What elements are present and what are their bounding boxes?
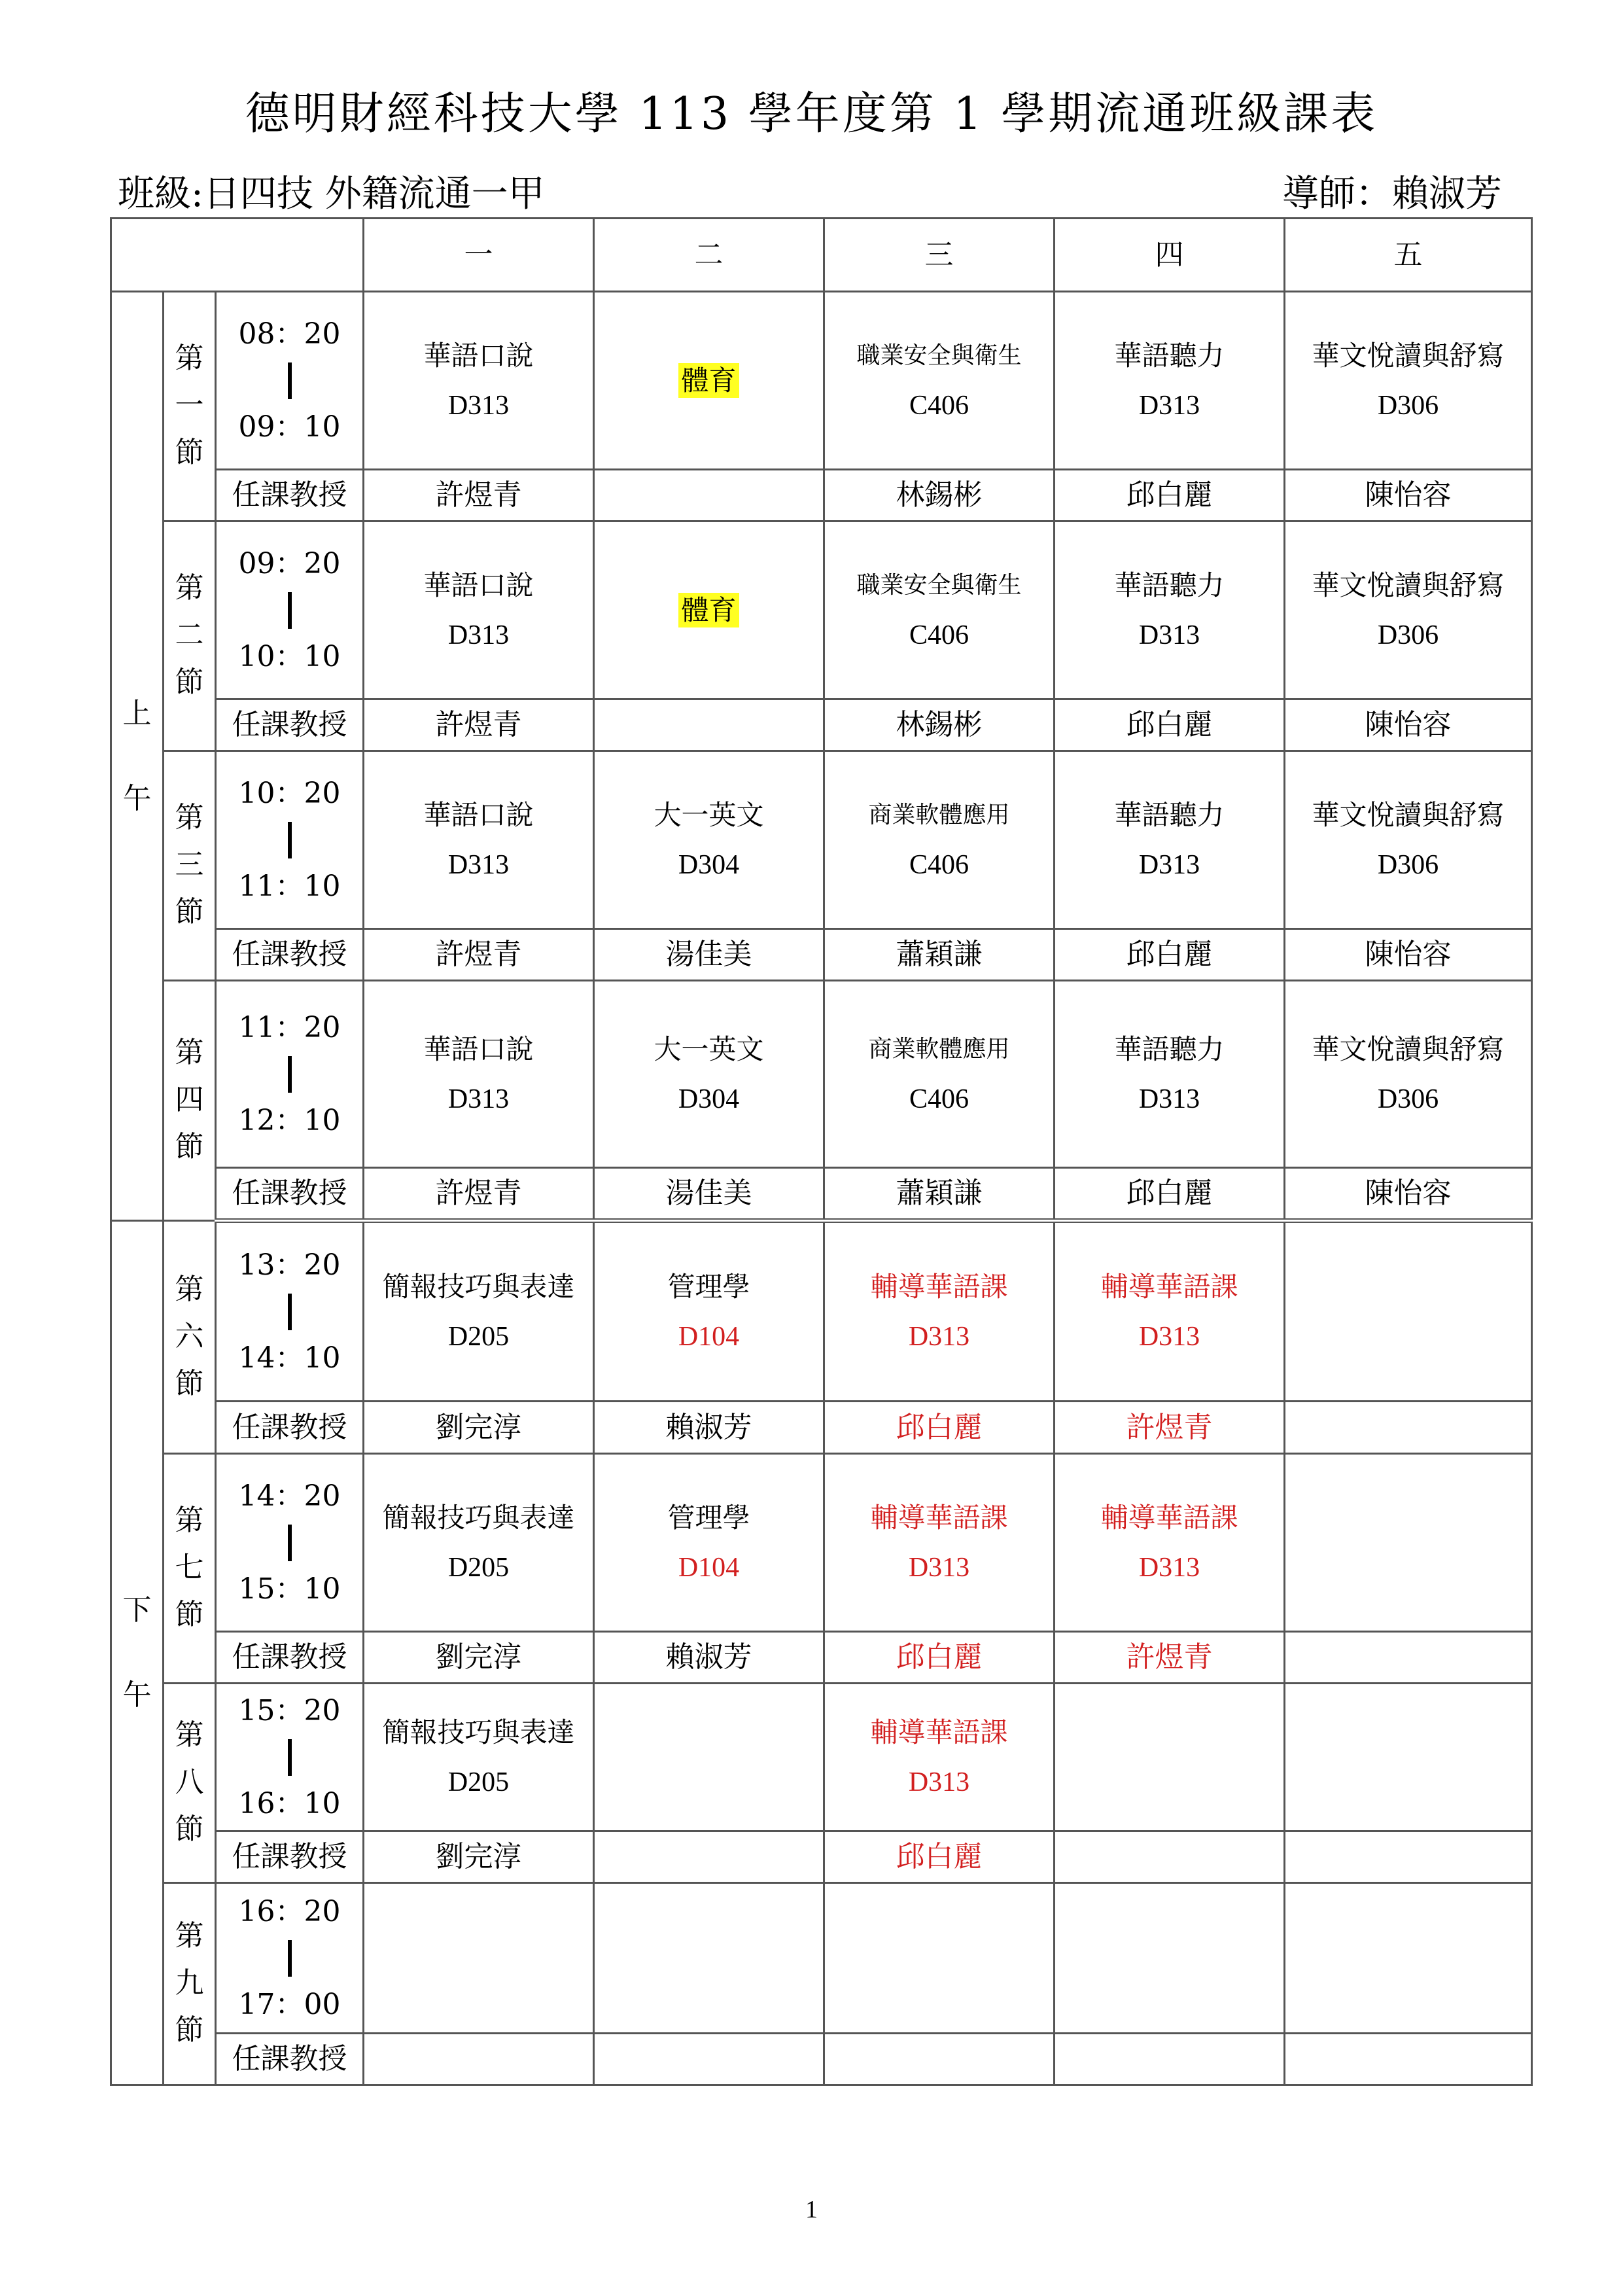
header-row [111, 219, 1532, 292]
course-name: 商業軟體應用 [868, 1035, 1010, 1063]
teacher-name: 蕭穎謙 [824, 1168, 1055, 1221]
period-label: 第二節 [175, 571, 204, 699]
page-number: 1 [805, 2196, 818, 2223]
course-name: 職業安全與衛生 [856, 571, 1022, 599]
teacher-row [111, 1831, 1532, 1883]
room-code: D313 [1138, 620, 1200, 650]
teacher-label: 任課教授 [216, 929, 364, 981]
room-code: D306 [1377, 390, 1439, 421]
teacher-name: 林錫彬 [824, 699, 1055, 751]
teacher-name [824, 2034, 1055, 2085]
period-label: 第三節 [175, 801, 204, 928]
schedule-table [110, 217, 1533, 2086]
course-cell [364, 292, 594, 470]
teacher-name [1055, 2034, 1285, 2085]
period-row [111, 1883, 1532, 2034]
teacher-name: 陳怡容 [1285, 699, 1532, 751]
room-code: D205 [447, 1321, 510, 1352]
period-time-cell [216, 1221, 364, 1402]
room-code: D313 [1138, 1321, 1200, 1352]
teacher-name: 劉完淳 [364, 1402, 594, 1454]
room-code: D306 [1377, 1084, 1439, 1114]
teacher-name [1285, 1402, 1532, 1454]
room-code: D306 [1377, 849, 1439, 880]
course-cell [824, 751, 1055, 929]
course-name: 華文悅讀與舒寫 [1312, 339, 1505, 372]
course-name: 華語口說 [423, 339, 534, 372]
course-name: 輔導華語課 [870, 1501, 1008, 1534]
period-end-time: 14：10 [238, 1341, 341, 1375]
teacher-name: 邱白麗 [1055, 699, 1285, 751]
course-cell [594, 292, 824, 470]
room-code: D313 [447, 620, 510, 650]
teacher-name [594, 1831, 824, 1883]
period-row [111, 1684, 1532, 1831]
teacher-row [111, 2034, 1532, 2085]
time-range-bar [288, 1056, 292, 1093]
period-label-cell [164, 981, 216, 1221]
teacher-name [1055, 1831, 1285, 1883]
course-name: 華語口說 [423, 569, 534, 601]
course-cell [364, 1684, 594, 1831]
course-cell [1285, 1684, 1532, 1831]
course-name: 華語口說 [423, 798, 534, 831]
course-cell [594, 1221, 824, 1402]
schedule-body [111, 219, 1532, 2085]
course-cell [1055, 751, 1285, 929]
teacher-name: 許煜青 [364, 1168, 594, 1221]
teacher-name: 許煜青 [364, 929, 594, 981]
course-name: 職業安全與衛生 [856, 342, 1022, 369]
course-name: 輔導華語課 [870, 1270, 1008, 1303]
room-code: D313 [1138, 390, 1200, 421]
teacher-name [364, 2034, 594, 2085]
half-day-label: 下午 [122, 1593, 152, 1712]
period-label-cell [164, 1684, 216, 1883]
teacher-name: 邱白麗 [824, 1402, 1055, 1454]
period-start-time: 15：20 [238, 1693, 341, 1727]
course-cell [594, 1454, 824, 1632]
teacher-name: 許煜青 [364, 470, 594, 521]
room-code: D104 [678, 1552, 740, 1583]
tutor-info: 導師：賴淑芳 [1282, 173, 1502, 215]
period-label: 第四節 [175, 1036, 204, 1163]
period-time-cell [216, 1883, 364, 2034]
course-name: 簡報技巧與表達 [382, 1501, 575, 1534]
course-cell [1285, 1221, 1532, 1402]
course-cell [1285, 981, 1532, 1168]
course-name: 華語聽力 [1114, 569, 1225, 601]
course-cell [824, 1454, 1055, 1632]
room-code: D205 [447, 1552, 510, 1583]
course-name: 管理學 [667, 1270, 750, 1303]
time-range-bar [288, 1294, 292, 1330]
course-cell [364, 1221, 594, 1402]
course-cell [364, 1454, 594, 1632]
course-name: 輔導華語課 [1100, 1270, 1238, 1303]
teacher-name: 陳怡容 [1285, 470, 1532, 521]
teacher-name: 湯佳美 [594, 1168, 824, 1221]
period-row [111, 751, 1532, 929]
day-header: 五 [1285, 219, 1532, 292]
course-cell [594, 981, 824, 1168]
course-cell [594, 521, 824, 699]
period-label-cell [164, 292, 216, 521]
teacher-name [1285, 1831, 1532, 1883]
period-label-cell [164, 1454, 216, 1684]
course-name: 輔導華語課 [1100, 1501, 1238, 1534]
course-name: 華語聽力 [1114, 798, 1225, 831]
teacher-name: 許煜青 [364, 699, 594, 751]
period-row [111, 521, 1532, 699]
period-row [111, 981, 1532, 1168]
room-code: C406 [909, 1084, 969, 1114]
teacher-name: 邱白麗 [824, 1831, 1055, 1883]
room-code: D104 [678, 1321, 740, 1352]
period-time-cell [216, 292, 364, 470]
course-cell [594, 751, 824, 929]
period-time-cell [216, 521, 364, 699]
teacher-label: 任課教授 [216, 470, 364, 521]
teacher-name: 劉完淳 [364, 1831, 594, 1883]
half-day-cell [111, 1221, 164, 2085]
page-title: 德明財經科技大學 113 學年度第 1 學期流通班級課表 [245, 88, 1378, 140]
period-row [111, 1221, 1532, 1402]
course-cell [1285, 1883, 1532, 2034]
teacher-label: 任課教授 [216, 1632, 364, 1684]
course-cell [824, 521, 1055, 699]
room-code: D313 [447, 390, 510, 421]
course-name: 華文悅讀與舒寫 [1312, 1033, 1505, 1065]
room-code: D313 [1138, 849, 1200, 880]
period-start-time: 13：20 [238, 1248, 341, 1282]
day-header: 三 [824, 219, 1055, 292]
teacher-row [111, 929, 1532, 981]
room-code: D304 [678, 1084, 740, 1114]
period-row [111, 1454, 1532, 1632]
room-code: D313 [1138, 1552, 1200, 1583]
course-cell [1285, 1454, 1532, 1632]
period-end-time: 10：10 [238, 639, 341, 673]
room-code: D306 [1377, 620, 1439, 650]
period-label: 第八節 [175, 1718, 204, 1846]
period-start-time: 08：20 [238, 317, 341, 351]
teacher-name: 邱白麗 [1055, 470, 1285, 521]
teacher-label: 任課教授 [216, 1831, 364, 1883]
period-time-cell [216, 1454, 364, 1632]
teacher-name: 許煜青 [1055, 1632, 1285, 1684]
time-range-bar [288, 1940, 292, 1977]
period-start-time: 09：20 [238, 546, 341, 580]
period-label: 第一節 [175, 342, 204, 469]
course-name: 華語聽力 [1114, 1033, 1225, 1065]
period-label-cell [164, 1221, 216, 1454]
half-day-label: 上午 [122, 696, 152, 815]
time-range-bar [288, 1525, 292, 1561]
course-cell [1285, 292, 1532, 470]
day-header: 一 [364, 219, 594, 292]
teacher-label: 任課教授 [216, 1168, 364, 1221]
period-end-time: 12：10 [238, 1103, 341, 1137]
day-header: 二 [594, 219, 824, 292]
period-time-cell [216, 1684, 364, 1831]
course-name: 華文悅讀與舒寫 [1312, 569, 1505, 601]
teacher-name [594, 470, 824, 521]
day-header: 四 [1055, 219, 1285, 292]
course-name [595, 586, 823, 635]
teacher-name: 邱白麗 [1055, 929, 1285, 981]
period-label: 第九節 [175, 1919, 204, 2047]
teacher-name: 劉完淳 [364, 1632, 594, 1684]
teacher-name: 邱白麗 [824, 1632, 1055, 1684]
teacher-label: 任課教授 [216, 699, 364, 751]
course-cell [364, 1883, 594, 2034]
course-name: 華語口說 [423, 1033, 534, 1065]
course-cell [1055, 1221, 1285, 1402]
room-code: D205 [447, 1767, 510, 1797]
room-code: D313 [908, 1767, 970, 1797]
teacher-name: 許煜青 [1055, 1402, 1285, 1454]
course-cell [824, 1684, 1055, 1831]
course-cell [1055, 292, 1285, 470]
corner-cell [111, 219, 364, 292]
teacher-row [111, 1402, 1532, 1454]
teacher-name: 蕭穎謙 [824, 929, 1055, 981]
teacher-name [1285, 2034, 1532, 2085]
course-cell [364, 751, 594, 929]
period-label: 第七節 [175, 1504, 204, 1631]
period-time-cell [216, 981, 364, 1168]
teacher-name: 賴淑芳 [594, 1632, 824, 1684]
course-cell [1285, 521, 1532, 699]
room-code: D313 [447, 1084, 510, 1114]
period-start-time: 10：20 [238, 776, 341, 810]
course-cell [1055, 1883, 1285, 2034]
course-name: 簡報技巧與表達 [382, 1270, 575, 1303]
period-label-cell [164, 751, 216, 981]
course-cell [1055, 981, 1285, 1168]
teacher-name: 陳怡容 [1285, 929, 1532, 981]
course-name: 華文悅讀與舒寫 [1312, 798, 1505, 831]
period-label-cell [164, 521, 216, 751]
course-cell [594, 1883, 824, 2034]
teacher-label: 任課教授 [216, 2034, 364, 2085]
time-range-bar [288, 592, 292, 629]
course-cell [364, 981, 594, 1168]
period-time-cell [216, 751, 364, 929]
teacher-name [1285, 1632, 1532, 1684]
period-label: 第六節 [175, 1272, 204, 1400]
course-cell [824, 1221, 1055, 1402]
course-name: 商業軟體應用 [868, 801, 1010, 828]
time-range-bar [288, 362, 292, 399]
period-label-cell [164, 1883, 216, 2085]
period-end-time: 16：10 [238, 1786, 341, 1820]
period-start-time: 16：20 [238, 1894, 341, 1928]
time-range-bar [288, 1739, 292, 1776]
teacher-name [594, 699, 824, 751]
period-start-time: 14：20 [238, 1479, 341, 1513]
room-code: D313 [447, 849, 510, 880]
course-name-highlight: 體育 [678, 363, 739, 398]
course-cell [824, 981, 1055, 1168]
course-cell [824, 1883, 1055, 2034]
course-name: 大一英文 [654, 798, 764, 831]
course-name [595, 356, 823, 406]
teacher-row [111, 699, 1532, 751]
half-day-cell [111, 292, 164, 1221]
room-code: C406 [909, 849, 969, 880]
teacher-name: 陳怡容 [1285, 1168, 1532, 1221]
teacher-name [594, 2034, 824, 2085]
room-code: D313 [1138, 1084, 1200, 1114]
course-name-highlight: 體育 [678, 593, 739, 627]
period-start-time: 11：20 [238, 1010, 341, 1044]
teacher-name: 邱白麗 [1055, 1168, 1285, 1221]
teacher-name: 林錫彬 [824, 470, 1055, 521]
course-cell [1055, 1454, 1285, 1632]
teacher-name: 賴淑芳 [594, 1402, 824, 1454]
course-name: 華語聽力 [1114, 339, 1225, 372]
course-cell [1055, 1684, 1285, 1831]
period-end-time: 11：10 [238, 869, 341, 903]
course-cell [594, 1684, 824, 1831]
period-end-time: 17：00 [238, 1987, 341, 2021]
course-cell [364, 521, 594, 699]
room-code: C406 [909, 390, 969, 421]
teacher-row [111, 1632, 1532, 1684]
course-name: 大一英文 [654, 1033, 764, 1065]
course-name: 管理學 [667, 1501, 750, 1534]
class-info: 班級:日四技 外籍流通一甲 [118, 173, 545, 215]
teacher-row [111, 470, 1532, 521]
period-end-time: 15：10 [238, 1572, 341, 1606]
time-range-bar [288, 822, 292, 858]
course-cell [824, 292, 1055, 470]
room-code: D313 [908, 1552, 970, 1583]
room-code: D304 [678, 849, 740, 880]
teacher-row [111, 1168, 1532, 1221]
period-end-time: 09：10 [238, 410, 341, 444]
teacher-name: 湯佳美 [594, 929, 824, 981]
period-row [111, 292, 1532, 470]
teacher-label: 任課教授 [216, 1402, 364, 1454]
course-cell [1055, 521, 1285, 699]
course-cell [1285, 751, 1532, 929]
room-code: C406 [909, 620, 969, 650]
room-code: D313 [908, 1321, 970, 1352]
course-name: 輔導華語課 [870, 1716, 1008, 1748]
course-name: 簡報技巧與表達 [382, 1716, 575, 1748]
